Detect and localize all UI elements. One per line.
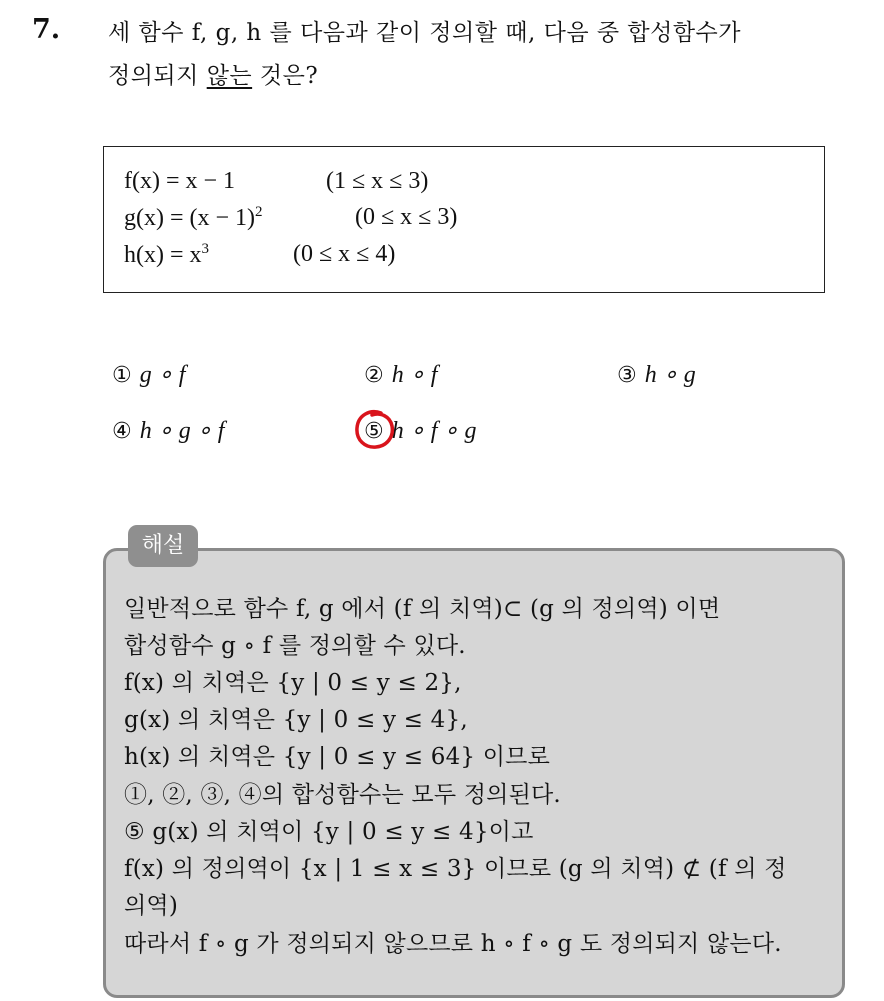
- question-number: 7.: [32, 14, 61, 45]
- choice-3[interactable]: [617, 360, 696, 389]
- solution-line-1: 일반적으로 함수 f, g 에서 (f 의 치역)⊂ (g 의 정의역) 이면: [124, 596, 721, 622]
- choice-2-text: h ∘ f: [391, 362, 438, 388]
- definition-g-expr: g(x) = (x − 1): [124, 205, 256, 231]
- solution-line-7: ⑤ g(x) 의 치역이 {y | 0 ≤ y ≤ 4}이고: [124, 819, 534, 845]
- definition-g-domain: (0 ≤ x ≤ 3): [355, 204, 458, 230]
- question-text-post: 것은?: [252, 63, 319, 89]
- definition-h-domain: (0 ≤ x ≤ 4): [293, 241, 396, 267]
- solution-line-6: ①, ②, ③, ④의 합성함수는 모두 정의된다.: [124, 782, 561, 808]
- solution-line-5: h(x) 의 치역은 {y | 0 ≤ y ≤ 64} 이므로: [124, 744, 551, 770]
- question-text-line1: 세 함수 f, g, h 를 다음과 같이 정의할 때, 다음 중 합성함수가: [108, 20, 741, 46]
- solution-line-2: 합성함수 g ∘ f 를 정의할 수 있다.: [124, 633, 466, 659]
- choice-3-number: ③: [617, 363, 637, 388]
- choice-1-number: ①: [112, 363, 132, 388]
- definition-g-exponent: 2: [255, 204, 263, 220]
- choice-1[interactable]: [112, 360, 185, 389]
- question-text-pre: 정의되지: [108, 63, 207, 89]
- choice-5-number: ⑤: [364, 419, 384, 444]
- solution-line-8: f(x) 의 정의역이 {x | 1 ≤ x ≤ 3} 이므로 (g 의 치역) ⊄ (f 의 정: [124, 856, 787, 882]
- solution-line-4: g(x) 의 치역은 {y | 0 ≤ y ≤ 4},: [124, 707, 468, 733]
- answer-mark-circle: [352, 406, 398, 452]
- choice-5-text: h ∘ f ∘ g: [391, 418, 477, 444]
- solution-line-3: f(x) 의 치역은 {y | 0 ≤ y ≤ 2},: [124, 670, 462, 696]
- definition-h: [124, 241, 209, 269]
- definition-h-expr: h(x) = x: [124, 242, 202, 268]
- question-underlined-word: 않는: [206, 63, 253, 89]
- solution-label: 해설: [128, 525, 198, 567]
- solution-line-10: 따라서 f ∘ g 가 정의되지 않으므로 h ∘ f ∘ g 도 정의되지 않는다.: [124, 931, 782, 957]
- definition-g: [124, 204, 263, 232]
- choice-4[interactable]: [112, 416, 224, 445]
- definition-f-expr: f(x) = x − 1: [124, 168, 236, 194]
- definition-f: [124, 168, 235, 195]
- choice-3-text: h ∘ g: [644, 362, 696, 388]
- definition-h-exponent: 3: [201, 241, 210, 257]
- choice-4-text: h ∘ g ∘ f: [139, 418, 225, 444]
- choice-2[interactable]: [364, 360, 437, 389]
- choice-1-text: g ∘ f: [139, 362, 186, 388]
- choice-4-number: ④: [112, 419, 132, 444]
- choice-2-number: ②: [364, 363, 384, 388]
- definition-f-domain: (1 ≤ x ≤ 3): [326, 168, 429, 194]
- solution-line-9: 의역): [124, 893, 179, 919]
- question-text-line2: [108, 57, 318, 90]
